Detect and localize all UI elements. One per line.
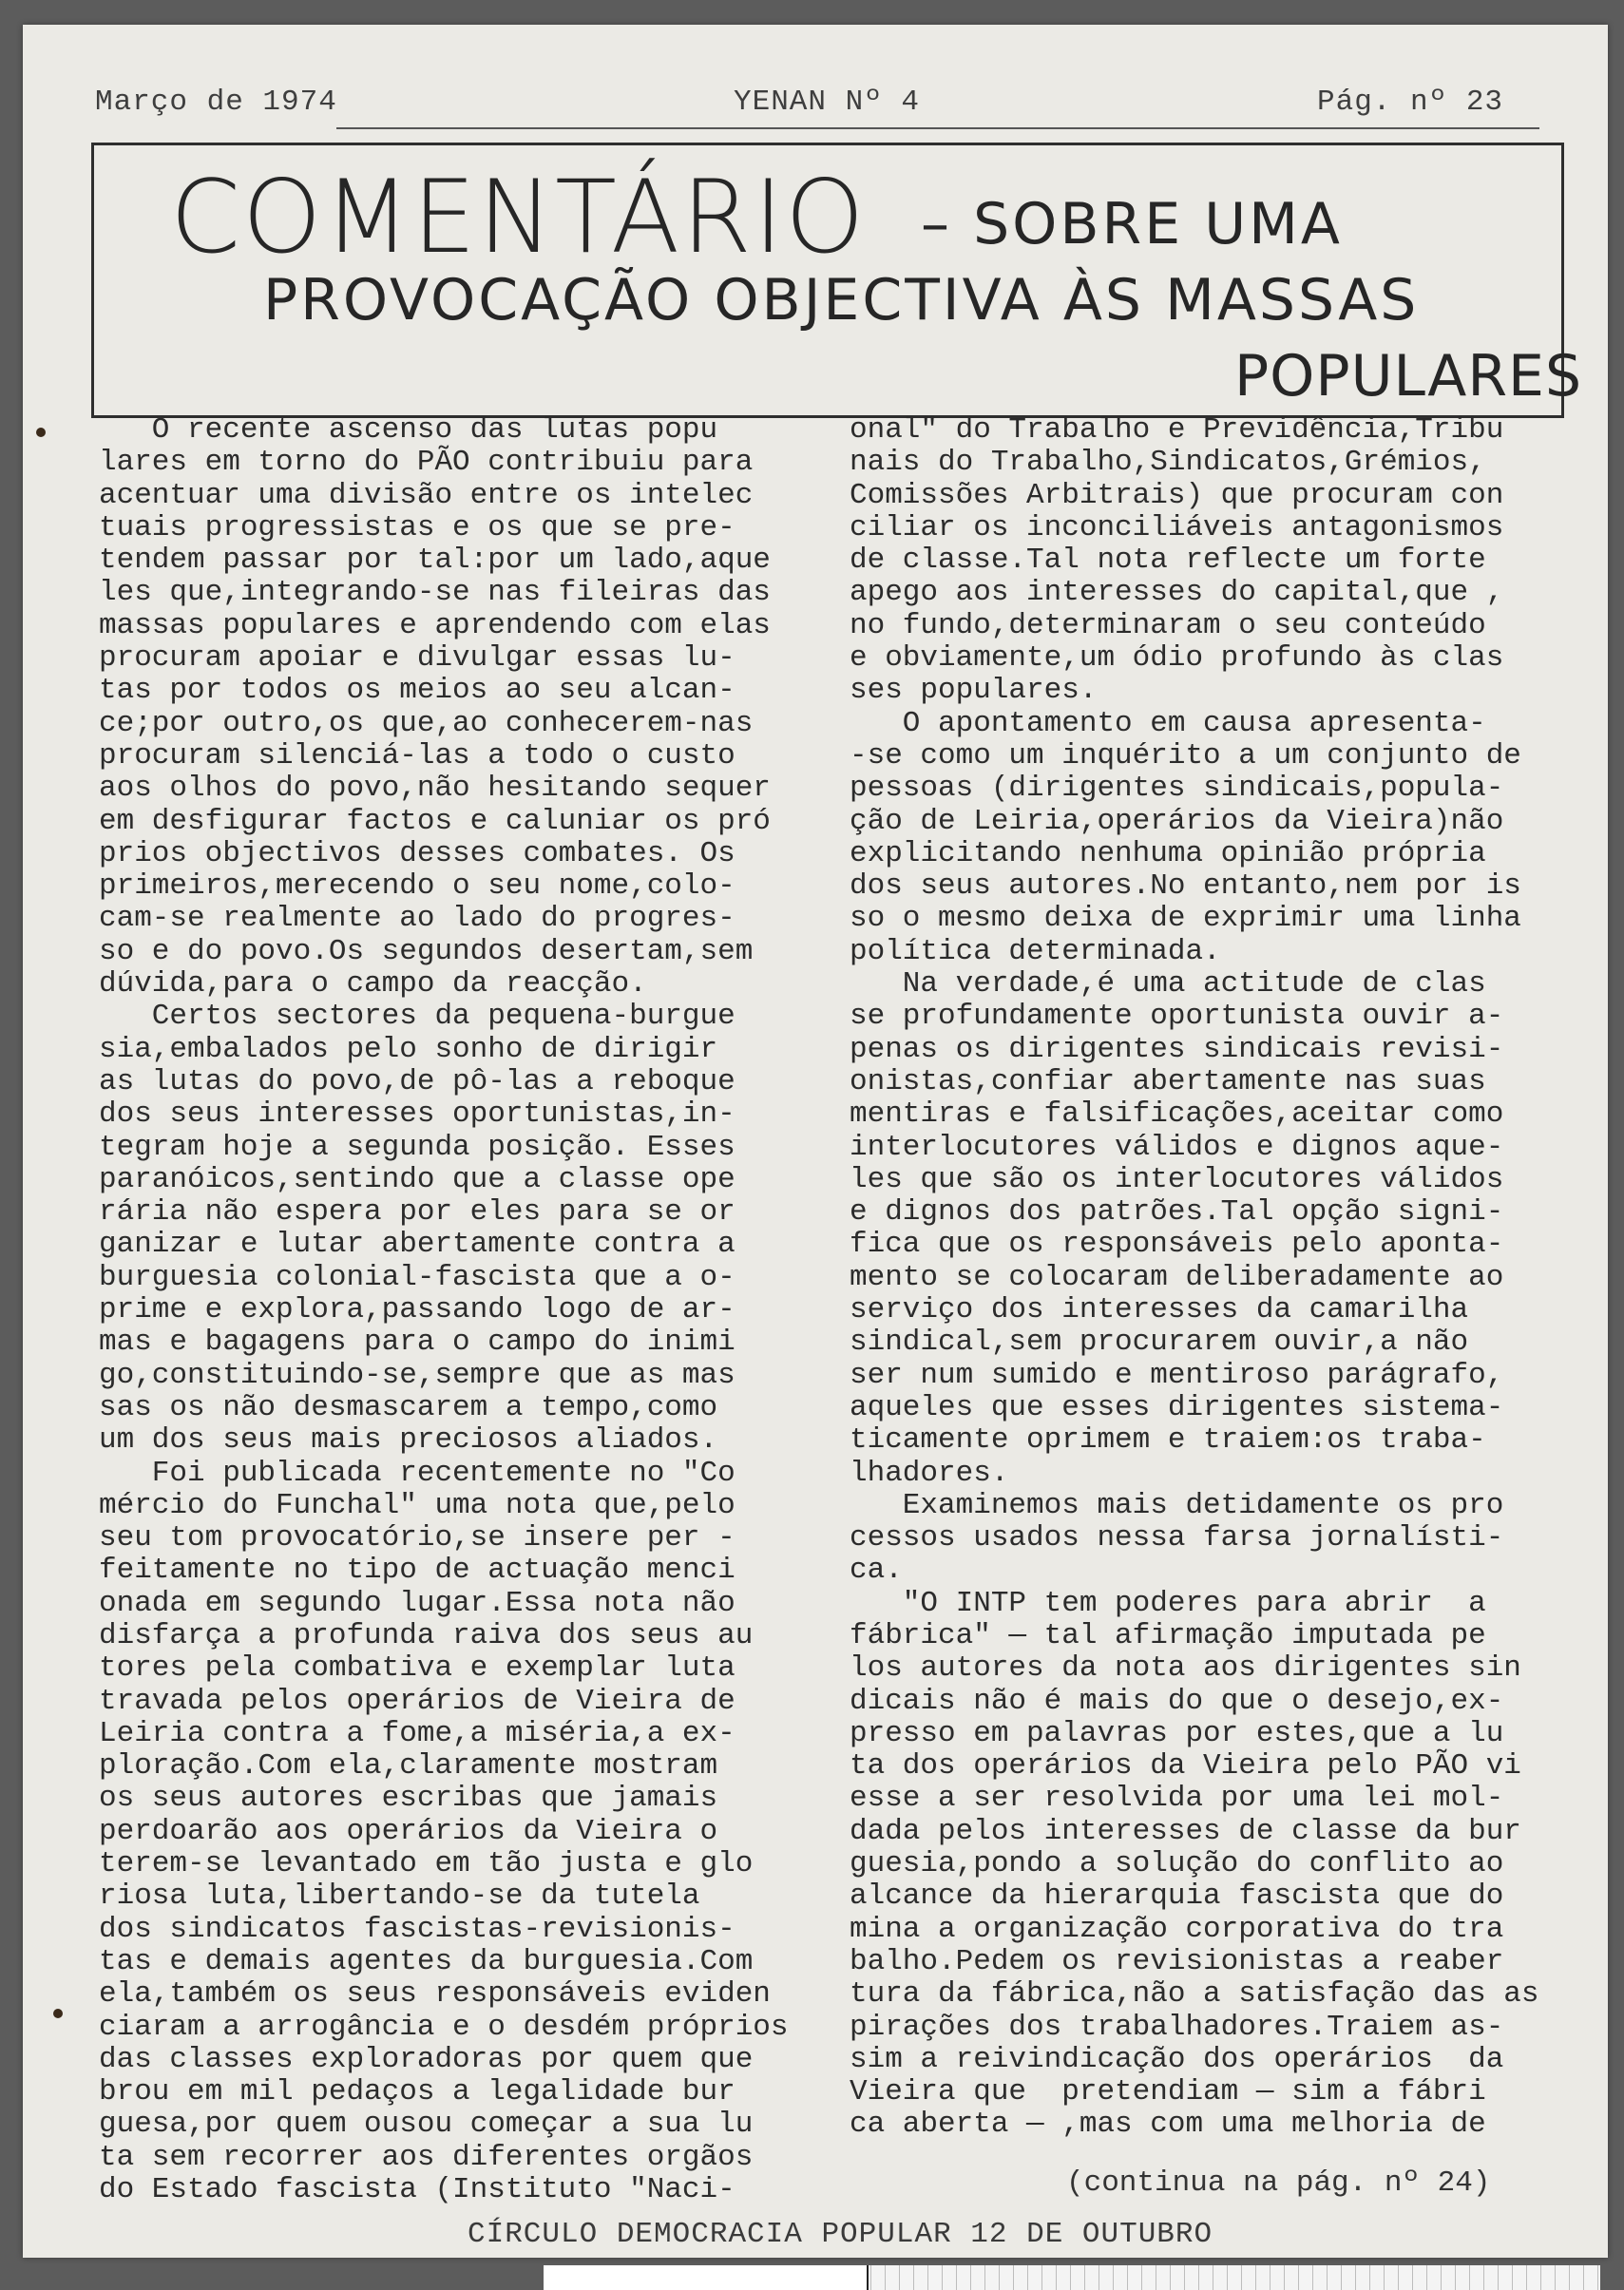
page-number: Pág. nº 23: [1317, 86, 1504, 119]
title-box: [91, 143, 1583, 418]
headline-main: COMENTÁRIO: [170, 159, 867, 276]
left-column-text: O recente ascenso das lutas popu lares em torno do PÃO contribuiu para acentuar uma divisão entre os intelec tuais progressistas e os que se pre- tendem passar por tal:por um lado,aque les que,integrando-se nas fileiras das massas populares e aprendendo com elas procuram apoiar e divulgar essas lu- tas por todos os meios ao seu alcan- ce;por outro,os que,ao conhecerem-nas procuram silenciá-las a todo o custo aos olhos do povo,não hesitando sequer em desfigurar factos e caluniar os pró prios objectivos desses combates. Os primeiros,merecendo o seu nome,colo- cam-se realmente ao lado do progres- so e do povo.Os segundos desertam,sem dúvida,para o campo da reacção. Certos sectores da pequena-burgue sia,embalados pelo sonho de dirigir as lutas do povo,de pô-las a reboque dos seus interesses oportunistas,in- tegram hoje a segunda posição. Esses paranóicos,sentindo que a classe ope rária não espera por eles para se or ganizar e lutar abertamente contra a burguesia colonial-fascista que a o- prime e explora,passando logo de ar- mas e bagagens para o campo do inimi go,constituindo-se,sempre que as mas sas os não desmascarem a tempo,como um dos seus mais preciosos aliados. Foi publicada recentemente no "Co mércio do Funchal" uma nota que,pelo seu tom provocatório,se insere per - feitamente no tipo de actuação menci onada em segundo lugar.Essa nota não disfarça a profunda raiva dos seus au tores pela combativa e exemplar luta travada pelos operários de Vieira de Leiria contra a fome,a miséria,a ex- ploração.Com ela,claramente mostram os seus autores escribas que jamais perdoarão aos operários da Vieira o terem-se levantado em tão justa e glo riosa luta,libertando-se da tutela dos sindicatos fascistas-revisionis- tas e demais agentes da burguesia.Com ela,também os seus responsáveis eviden ciaram a arrogância e o desdém próprios das classes exploradoras por quem que brou em mil pedaços a legalidade bur guesa,por quem ousou começar a sua lu ta sem recorrer aos diferentes orgãos do Estado fascista (Instituto "Naci-: [99, 413, 789, 2207]
continuation-note: (continua na pág. nº 24): [1066, 2166, 1491, 2200]
issue-date: Março de 1974: [95, 86, 337, 119]
issue-number: YENAN Nº 4: [734, 86, 921, 119]
punch-hole: [53, 2009, 63, 2018]
scale-ruler-segment: [544, 2265, 869, 2290]
headline-line-3: POPULARES: [1234, 343, 1583, 410]
right-column: [850, 414, 1591, 2142]
document-page: [23, 25, 1608, 2258]
headline-line-2: PROVOCAÇÃO OBJECTIVA ÀS MASSAS: [263, 267, 1420, 334]
right-column-text: onal" do Trabalho e Previdência,Tribu nais do Trabalho,Sindicatos,Grémios, Comissões Arbitrais) que procuram con ciliar os inconciliáveis antagonismos de classe.Tal nota reflecte um forte apego aos interesses do capital,que , no fundo,determinaram o seu conteúdo e obviamente,um ódio profundo às clas ses populares. O apontamento em causa apresenta- -se como um inquérito a um conjunto de pessoas (dirigentes sindicais,popula- ção de Leiria,operários da Vieira)não explicitando nenhuma opinião própria dos seus autores.No entanto,nem por is so o mesmo deixa de exprimir uma linha política determinada. Na verdade,é uma actitude de clas se profundamente oportunista ouvir a- penas os dirigentes sindicais revisi- onistas,confiar abertamente nas suas mentiras e falsificações,aceitar como interlocutores válidos e dignos aque- les que são os interlocutores válidos e dignos dos patrões.Tal opção signi- fica que os responsáveis pelo aponta- mento se colocaram deliberadamente ao serviço dos interesses da camarilha sindical,sem procurarem ouvir,a não ser num sumido e mentiroso parágrafo, aqueles que esses dirigentes sistema- ticamente oprimem e traiem:os traba- lhadores. Examinemos mais detidamente os pro cessos usados nessa farsa jornalísti- ca. "O INTP tem poderes para abrir a fábrica" — tal afirmação imputada pe los autores da nota aos dirigentes sin dicais não é mais do que o desejo,ex- presso em palavras por estes,que a lu ta dos operários da Vieira pelo PÃO vi esse a ser resolvida por uma lei mol- dada pelos interesses de classe da bur guesia,pondo a solução do conflito ao alcance da hierarquia fascista que do mina a organização corporativa do tra balho.Pedem os revisionistas a reaber tura da fábrica,não a satisfação das as pirações dos trabalhadores.Traiem as- sim a reivindicação dos operários da Vieira que pretendiam — sim a fábri ca aberta — ,mas com uma melhoria de: [850, 413, 1539, 2142]
left-column: [99, 414, 840, 2206]
punch-hole: [36, 428, 46, 437]
headline-rest: – SOBRE UMA: [921, 191, 1343, 258]
publisher-footer: CÍRCULO DEMOCRACIA POPULAR 12 DE OUTUBRO: [468, 2218, 1213, 2251]
header-rule: [336, 127, 1539, 129]
